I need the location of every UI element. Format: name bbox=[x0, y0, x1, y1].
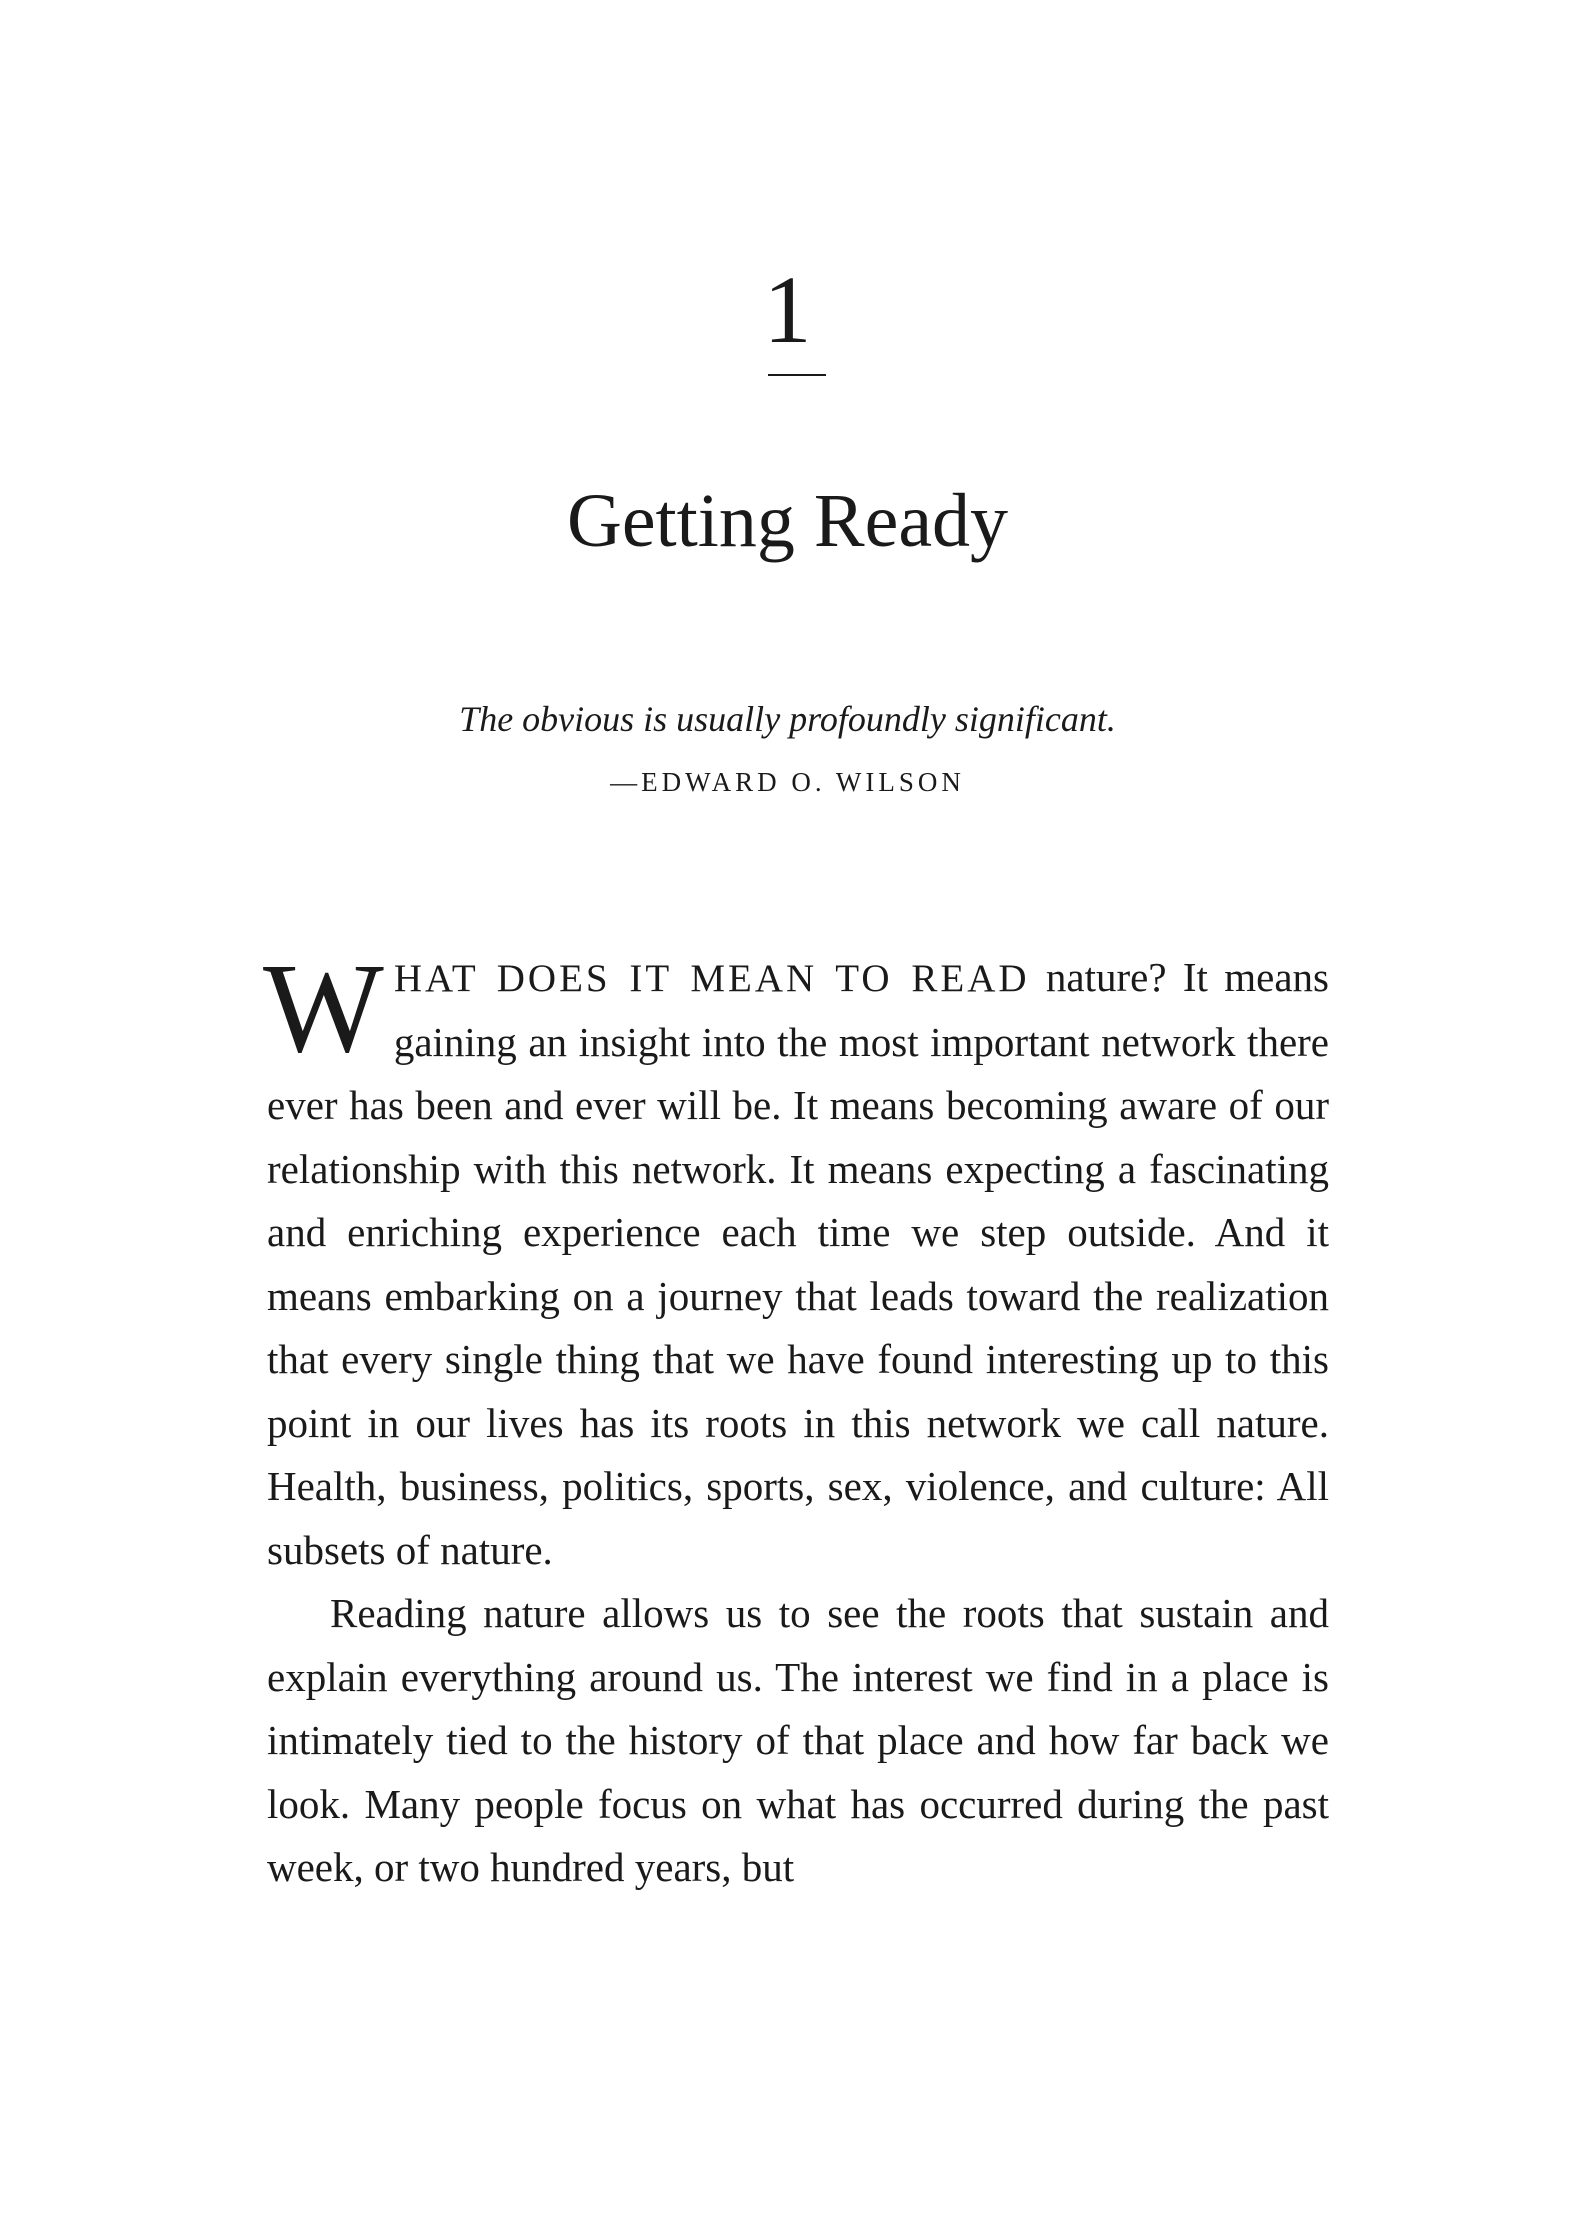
epigraph-quote: The obvious is usually profoundly significant. bbox=[459, 699, 1116, 739]
paragraph-1 bbox=[263, 937, 1329, 1582]
body-text bbox=[263, 937, 1329, 1900]
lead-in-smallcaps: HAT DOES IT MEAN TO READ bbox=[393, 957, 1030, 1000]
drop-cap: W bbox=[263, 937, 384, 1079]
epigraph-attribution: —EDWARD O. WILSON bbox=[610, 767, 965, 797]
paragraph-2: Reading nature allows us to see the roots that sustain and explain everything around us. The interest we find in a place is intimately tied to the history of that place and how far back we look. Many people focus on what has occurred during the past week, or two hundred years, but bbox=[267, 1590, 1329, 1890]
chapter-title: Getting Ready bbox=[566, 479, 1009, 563]
chapter-number: 1 bbox=[763, 256, 812, 363]
paragraph-1-text: nature? It means gaining an insight into the most important network there ever has been and ever will be. It means becoming aware of our relationship with this network. It means expecting a fascinating and enriching experience each time we step outside. And it means embarking on a journey that leads toward the realization that every single thing that we have found interesting up to this point in our lives has its roots in this network we call nature. Health, business, politics, sports, sex, violence, and culture: All subsets of nature. bbox=[267, 954, 1329, 1573]
chapter-number-rule bbox=[768, 374, 826, 376]
